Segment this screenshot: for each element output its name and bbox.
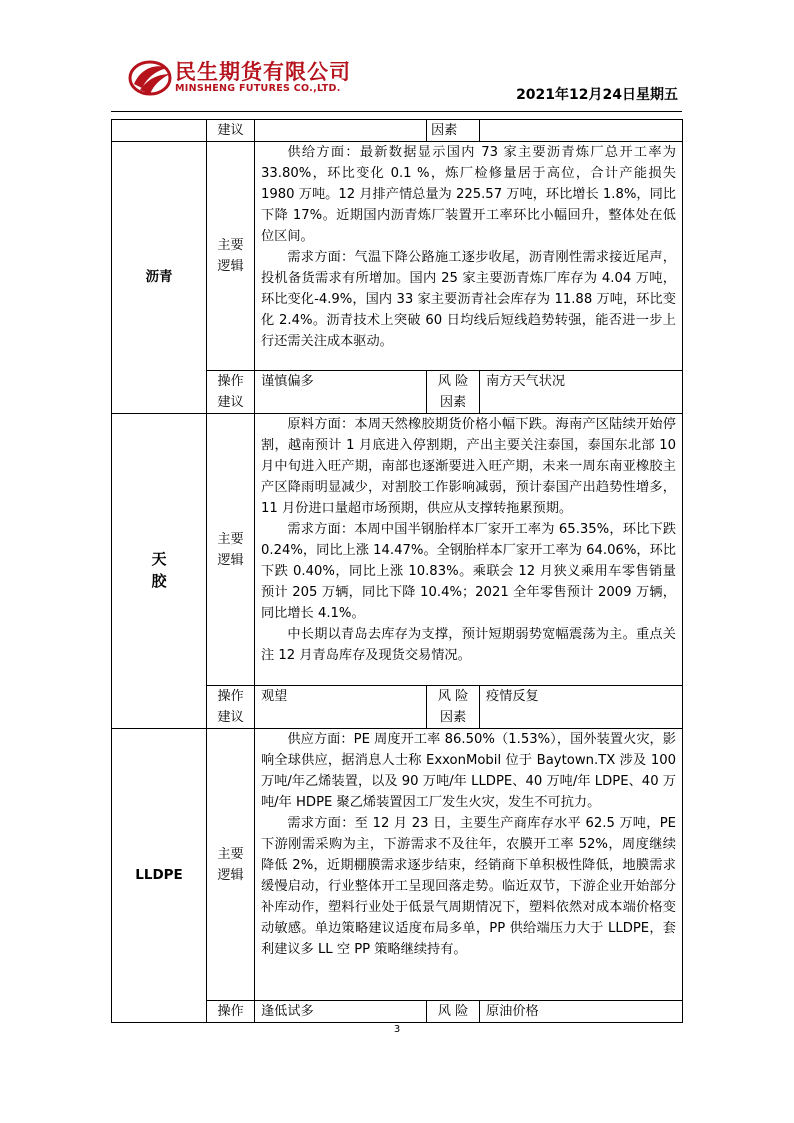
logic-text (255, 142, 683, 371)
company-logo (128, 56, 368, 104)
paragraph: 原料方面：本周天然橡胶期货价格小幅下跌。海南产区陆续开始停割，越南预计 1 月底进入停割期，产出主要关注泰国，泰国东北部 10 月中旬进入旺产期，南部也逐渐要进入旺产期，未来一周东南亚橡胶主产区降雨明显减少，对割胶工作影响减弱，预计泰国产出趋势性增多，11 月份进口量超市场预期，供应从支撑转拖累预期。 (261, 417, 676, 516)
report-date: 2021年12月24日星期五 (516, 87, 678, 103)
risk-value: 疫情反复 (480, 686, 683, 729)
risk-label (427, 686, 480, 729)
logic-label (207, 729, 255, 1001)
op-label-text: 操作 建议 (217, 689, 244, 725)
logic-text (255, 414, 683, 686)
paragraph: 需求方面：气温下降公路施工逐步收尾，沥青刚性需求接近尾声，投机备货需求有所增加。国内 25 家主要沥青炼厂库存为 4.04 万吨，环比变化-4.9%，国内 33 家主要沥青社会库存为 11.88 万吨，环比变化 2.4%。沥青技术上突破 60 日均线后短线趋势转强，能否进一步上行还需关注成本驱动。 (261, 250, 676, 349)
paragraph: 中长期以青岛去库存为支撑，预计短期弱势宽幅震荡为主。重点关注 12 月青岛库存及现货交易情况。 (261, 627, 676, 663)
risk-label: 因素 (427, 120, 480, 142)
op-label: 操作 (207, 1001, 255, 1023)
risk-value: 南方天气状况 (480, 371, 683, 414)
risk-value (480, 120, 683, 142)
category-asphalt: 沥青 (112, 142, 207, 414)
logic-label (207, 142, 255, 371)
op-value: 谨慎偏多 (255, 371, 427, 414)
paragraph: 供应方面：PE 周度开工率 86.50%（1.53%），国外装置火灾，影响全球供应，据消息人士称 ExxonMobil 位于 Baytown.TX 涉及 100 万吨/年乙烯装置，以及 90 万吨/年 LLDPE、40 万吨/年 LDPE、40 万吨/年 HDPE 聚乙烯装置因工厂发生火灾，发生不可抗力。 (261, 732, 676, 810)
op-value (255, 120, 427, 142)
commodity-table (111, 119, 683, 1023)
op-value: 逢低试多 (255, 1001, 427, 1023)
table-row (112, 414, 683, 686)
op-value: 观望 (255, 686, 427, 729)
op-label (207, 371, 255, 414)
category-cell (112, 120, 207, 142)
header-rule (111, 111, 682, 112)
logic-label-text: 主要 逻辑 (217, 846, 244, 883)
minsheng-logo-icon (128, 56, 172, 98)
category-rubber (112, 414, 207, 729)
category-lldpe: LLDPE (112, 729, 207, 1023)
op-label: 建议 (207, 120, 255, 142)
logic-text (255, 729, 683, 1001)
category-rubber-text: 天 胶 (151, 550, 167, 590)
logo-chinese-name: 民生期货有限公司 (175, 60, 351, 84)
risk-label (427, 371, 480, 414)
risk-value: 原油价格 (480, 1001, 683, 1023)
op-label-text: 操作 建议 (217, 374, 244, 410)
risk-label-text: 风 险 因素 (437, 689, 469, 725)
page-number: 3 (393, 1024, 401, 1035)
table-row (112, 120, 683, 142)
paragraph: 供给方面：最新数据显示国内 73 家主要沥青炼厂总开工率为 33.80%，环比变化 0.1 %，炼厂检修量居于高位，合计产能损失 1980 万吨。12 月排产情总量为 225.57 万吨，环比增长 1.8%，同比下降 17%。近期国内沥青炼厂装置开工率环比小幅回升，整体处在低位区间。 (261, 145, 676, 244)
logic-label-text: 主要 逻辑 (217, 238, 244, 274)
logic-label (207, 414, 255, 686)
paragraph: 需求方面：至 12 月 23 日，主要生产商库存水平 62.5 万吨，PE 下游刚需采购为主，下游需求不及往年，农膜开工率 52%，周度继续降低 2%，近期棚膜需求逐步结束，经销商下单积极性降低，地膜需求缓慢启动，行业整体开工呈现回落走势。临近双节，下游企业开始部分补库动作，塑料行业处于低景气周期情况下，塑料依然对成本端价格变动敏感。单边策略建议适度布局多单，PP 供给端压力大于 LLDPE，套利建议多 LL 空 PP 策略继续持有。 (261, 816, 676, 957)
logo-english-name: MINSHENG FUTURES CO.,LTD. (175, 83, 341, 94)
risk-label: 风 险 (427, 1001, 480, 1023)
op-label (207, 686, 255, 729)
risk-label-text: 风 险 因素 (437, 374, 469, 410)
logic-label-text: 主要 逻辑 (217, 531, 244, 568)
paragraph: 需求方面：本周中国半钢胎样本厂家开工率为 65.35%，环比下跌 0.24%，同比上涨 14.47%。全钢胎样本厂家开工率为 64.06%，环比下跌 0.40%，同比上涨 10.83%。乘联会 12 月狭义乘用车零售销量预计 205 万辆，同比下降 10.4%；2021 全年零售预计 2009 万辆，同比增长 4.1%。 (261, 522, 676, 621)
table-row (112, 142, 683, 371)
table-row (112, 729, 683, 1001)
